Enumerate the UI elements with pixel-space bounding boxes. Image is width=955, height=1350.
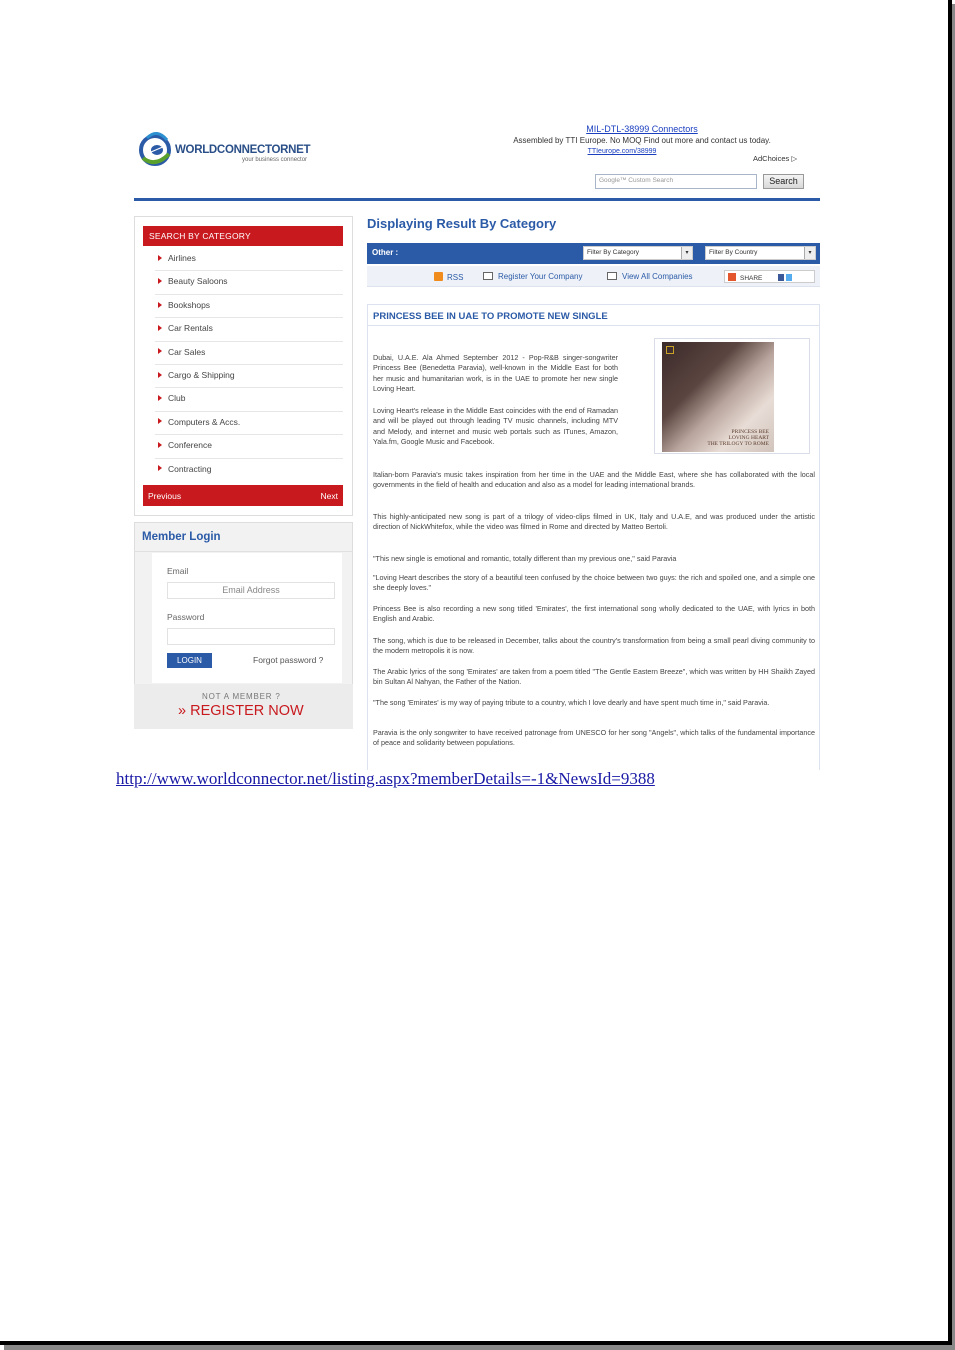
bullet-triangle-icon (158, 278, 162, 284)
header-divider (134, 198, 820, 201)
password-label: Password (167, 612, 205, 622)
previous-button[interactable]: Previous (148, 491, 182, 501)
article-headline: PRINCESS BEE IN UAE TO PROMOTE NEW SINGLE (373, 311, 608, 322)
bullet-triangle-icon (158, 418, 162, 424)
dropdown-arrow-icon: ▾ (804, 247, 815, 259)
register-icon (483, 272, 493, 280)
category-heading: SEARCH BY CATEGORY (143, 226, 343, 246)
category-item[interactable]: Conference (155, 435, 343, 458)
site-logo[interactable] (135, 124, 335, 179)
facebook-icon (778, 274, 784, 281)
dropdown-arrow-icon: ▾ (681, 247, 692, 259)
login-button[interactable]: LOGIN (167, 653, 212, 668)
category-item[interactable]: Airlines (155, 248, 343, 271)
source-url-link[interactable]: http://www.worldconnector.net/listing.aspx?memberDetails=-1&NewsId=9388 (116, 769, 655, 788)
album-cover-caption: PRINCESS BEE LOVING HEART THE TRILOGY TO ROME (707, 429, 769, 447)
twitter-icon (786, 274, 792, 281)
bullet-triangle-icon (158, 348, 162, 354)
email-label: Email (167, 566, 189, 576)
logo-wordmark: WORLDCONNECTORNET (175, 144, 311, 156)
bullet-triangle-icon (158, 465, 162, 471)
not-member-text: NOT A MEMBER ? (202, 692, 281, 701)
next-button[interactable]: Next (320, 491, 338, 501)
view-companies-link[interactable]: View All Companies (607, 272, 693, 281)
filter-bar (367, 243, 820, 264)
article-paragraph: Loving Heart's release in the Middle East coincides with the end of Ramadan and will be played out through leading TV music channels, including MTV and Melody, and internet and music web portals such as ITunes, Amazon, Yala.fm, Google Music and Facebook. (373, 406, 618, 447)
bullet-triangle-icon (158, 325, 162, 331)
bullet-triangle-icon (158, 255, 162, 261)
login-divider (134, 551, 353, 552)
login-title: Member Login (142, 531, 221, 543)
globe-logo-icon (135, 124, 175, 179)
bullet-triangle-icon (158, 372, 162, 378)
bullet-triangle-icon (158, 395, 162, 401)
category-pager (143, 485, 343, 506)
album-cover-image (662, 342, 774, 452)
share-plus-icon (728, 273, 736, 281)
website-screenshot (117, 113, 835, 770)
crest-icon (666, 346, 674, 354)
article-paragraph: "This new single is emotional and romantic, totally different than my previous one," said Paravia (373, 554, 677, 563)
logo-tagline: your business connector (242, 157, 308, 163)
filter-country-select[interactable]: Filter By Country ▾ (705, 246, 816, 260)
category-item[interactable]: Bookshops (155, 295, 343, 318)
ad-text: Assembled by TTI Europe. No MOQ Find out more and contact us today. (513, 136, 771, 145)
forgot-password-link[interactable]: Forgot password ? (253, 655, 324, 665)
search-button[interactable]: Search (763, 174, 804, 189)
category-item[interactable]: Computers & Accs. (155, 412, 343, 435)
headline-divider (368, 325, 819, 326)
ad-title-link[interactable]: MIL-DTL-38999 Connectors (586, 124, 698, 134)
page-title: Displaying Result By Category (367, 216, 557, 231)
category-list (155, 248, 343, 482)
category-item[interactable]: Car Rentals (155, 318, 343, 341)
category-item[interactable]: Club (155, 388, 343, 411)
article-paragraph: Italian-born Paravia's music takes inspiration from her time in the UAE and the Middle East, where she has collaborated with the local governments in the field of health and education and also as a model for leading international brands. (373, 470, 815, 490)
filter-category-select[interactable]: Filter By Category ▾ (583, 246, 693, 260)
category-item[interactable]: Cargo & Shipping (155, 365, 343, 388)
bullet-triangle-icon (158, 302, 162, 308)
other-label: Other : (372, 248, 399, 257)
register-now-link[interactable]: » REGISTER NOW (178, 703, 304, 719)
custom-search-input[interactable]: Google™ Custom Search (595, 174, 757, 189)
action-links-bar (367, 266, 820, 287)
page-shadow-bottom (4, 1345, 955, 1350)
article-paragraph: "Loving Heart describes the story of a beautiful teen confused by the choice between two guys: the rich and spoiled one, and a simple one she deeply loves." (373, 573, 815, 593)
article-paragraph: Dubai, U.A.E. Ala Ahmed September 2012 - Pop-R&B singer-songwriter Princess Bee (Benedetta Paravia), well-known in the Middle East for both her music and humanitarian work, is in the UAE to promote her new single Loving Heart. (373, 353, 618, 394)
article-image-frame (654, 338, 810, 454)
list-icon (607, 272, 617, 280)
article-paragraph: "The song 'Emirates' is my way of paying tribute to a country, which I love dearly and have spent much time in," said Paravia. (373, 698, 770, 707)
article-paragraph: The song, which is due to be released in December, talks about the country's transformation from being a small pearl diving community to the modern metropolis it is now. (373, 636, 815, 656)
rss-link[interactable]: RSS (434, 272, 463, 282)
share-button[interactable]: SHARE (724, 270, 815, 283)
article-paragraph: Princess Bee is also recording a new song titled 'Emirates', the first international song wholly dedicated to the UAE, with lyrics in both English and Arabic. (373, 604, 815, 624)
category-item[interactable]: Beauty Saloons (155, 271, 343, 294)
category-item[interactable]: Contracting (155, 459, 343, 482)
bullet-triangle-icon (158, 442, 162, 448)
rss-icon (434, 272, 443, 281)
article-paragraph: This highly-anticipated new song is part of a trilogy of video-clips filmed in UK, Italy and U.A.E, and was produced under the artistic direction of NickWhitefox, while the video was filmed in Rome and directed by Matteo Bertoli. (373, 512, 815, 532)
ad-url-link[interactable]: TTIeurope.com/38999 (587, 148, 657, 155)
article-paragraph: Paravia is the only songwriter to have received patronage from UNESCO for her song "Angels", which talks of the fundamental importance of peace and solidarity between populations. (373, 728, 815, 748)
category-item[interactable]: Car Sales (155, 342, 343, 365)
article-paragraph: The Arabic lyrics of the song 'Emirates' are taken from a poem titled "The Gentle Eastern Breeze", which was written by HH Shaikh Zayed bin Sultan Al Nahyan, the Father of the Nation. (373, 667, 815, 687)
register-company-link[interactable]: Register Your Company (483, 272, 583, 281)
password-field[interactable] (167, 628, 335, 645)
email-field[interactable]: Email Address (167, 582, 335, 599)
ad-banner (477, 124, 807, 157)
adchoices-link[interactable]: AdChoices ▷ (753, 154, 798, 163)
